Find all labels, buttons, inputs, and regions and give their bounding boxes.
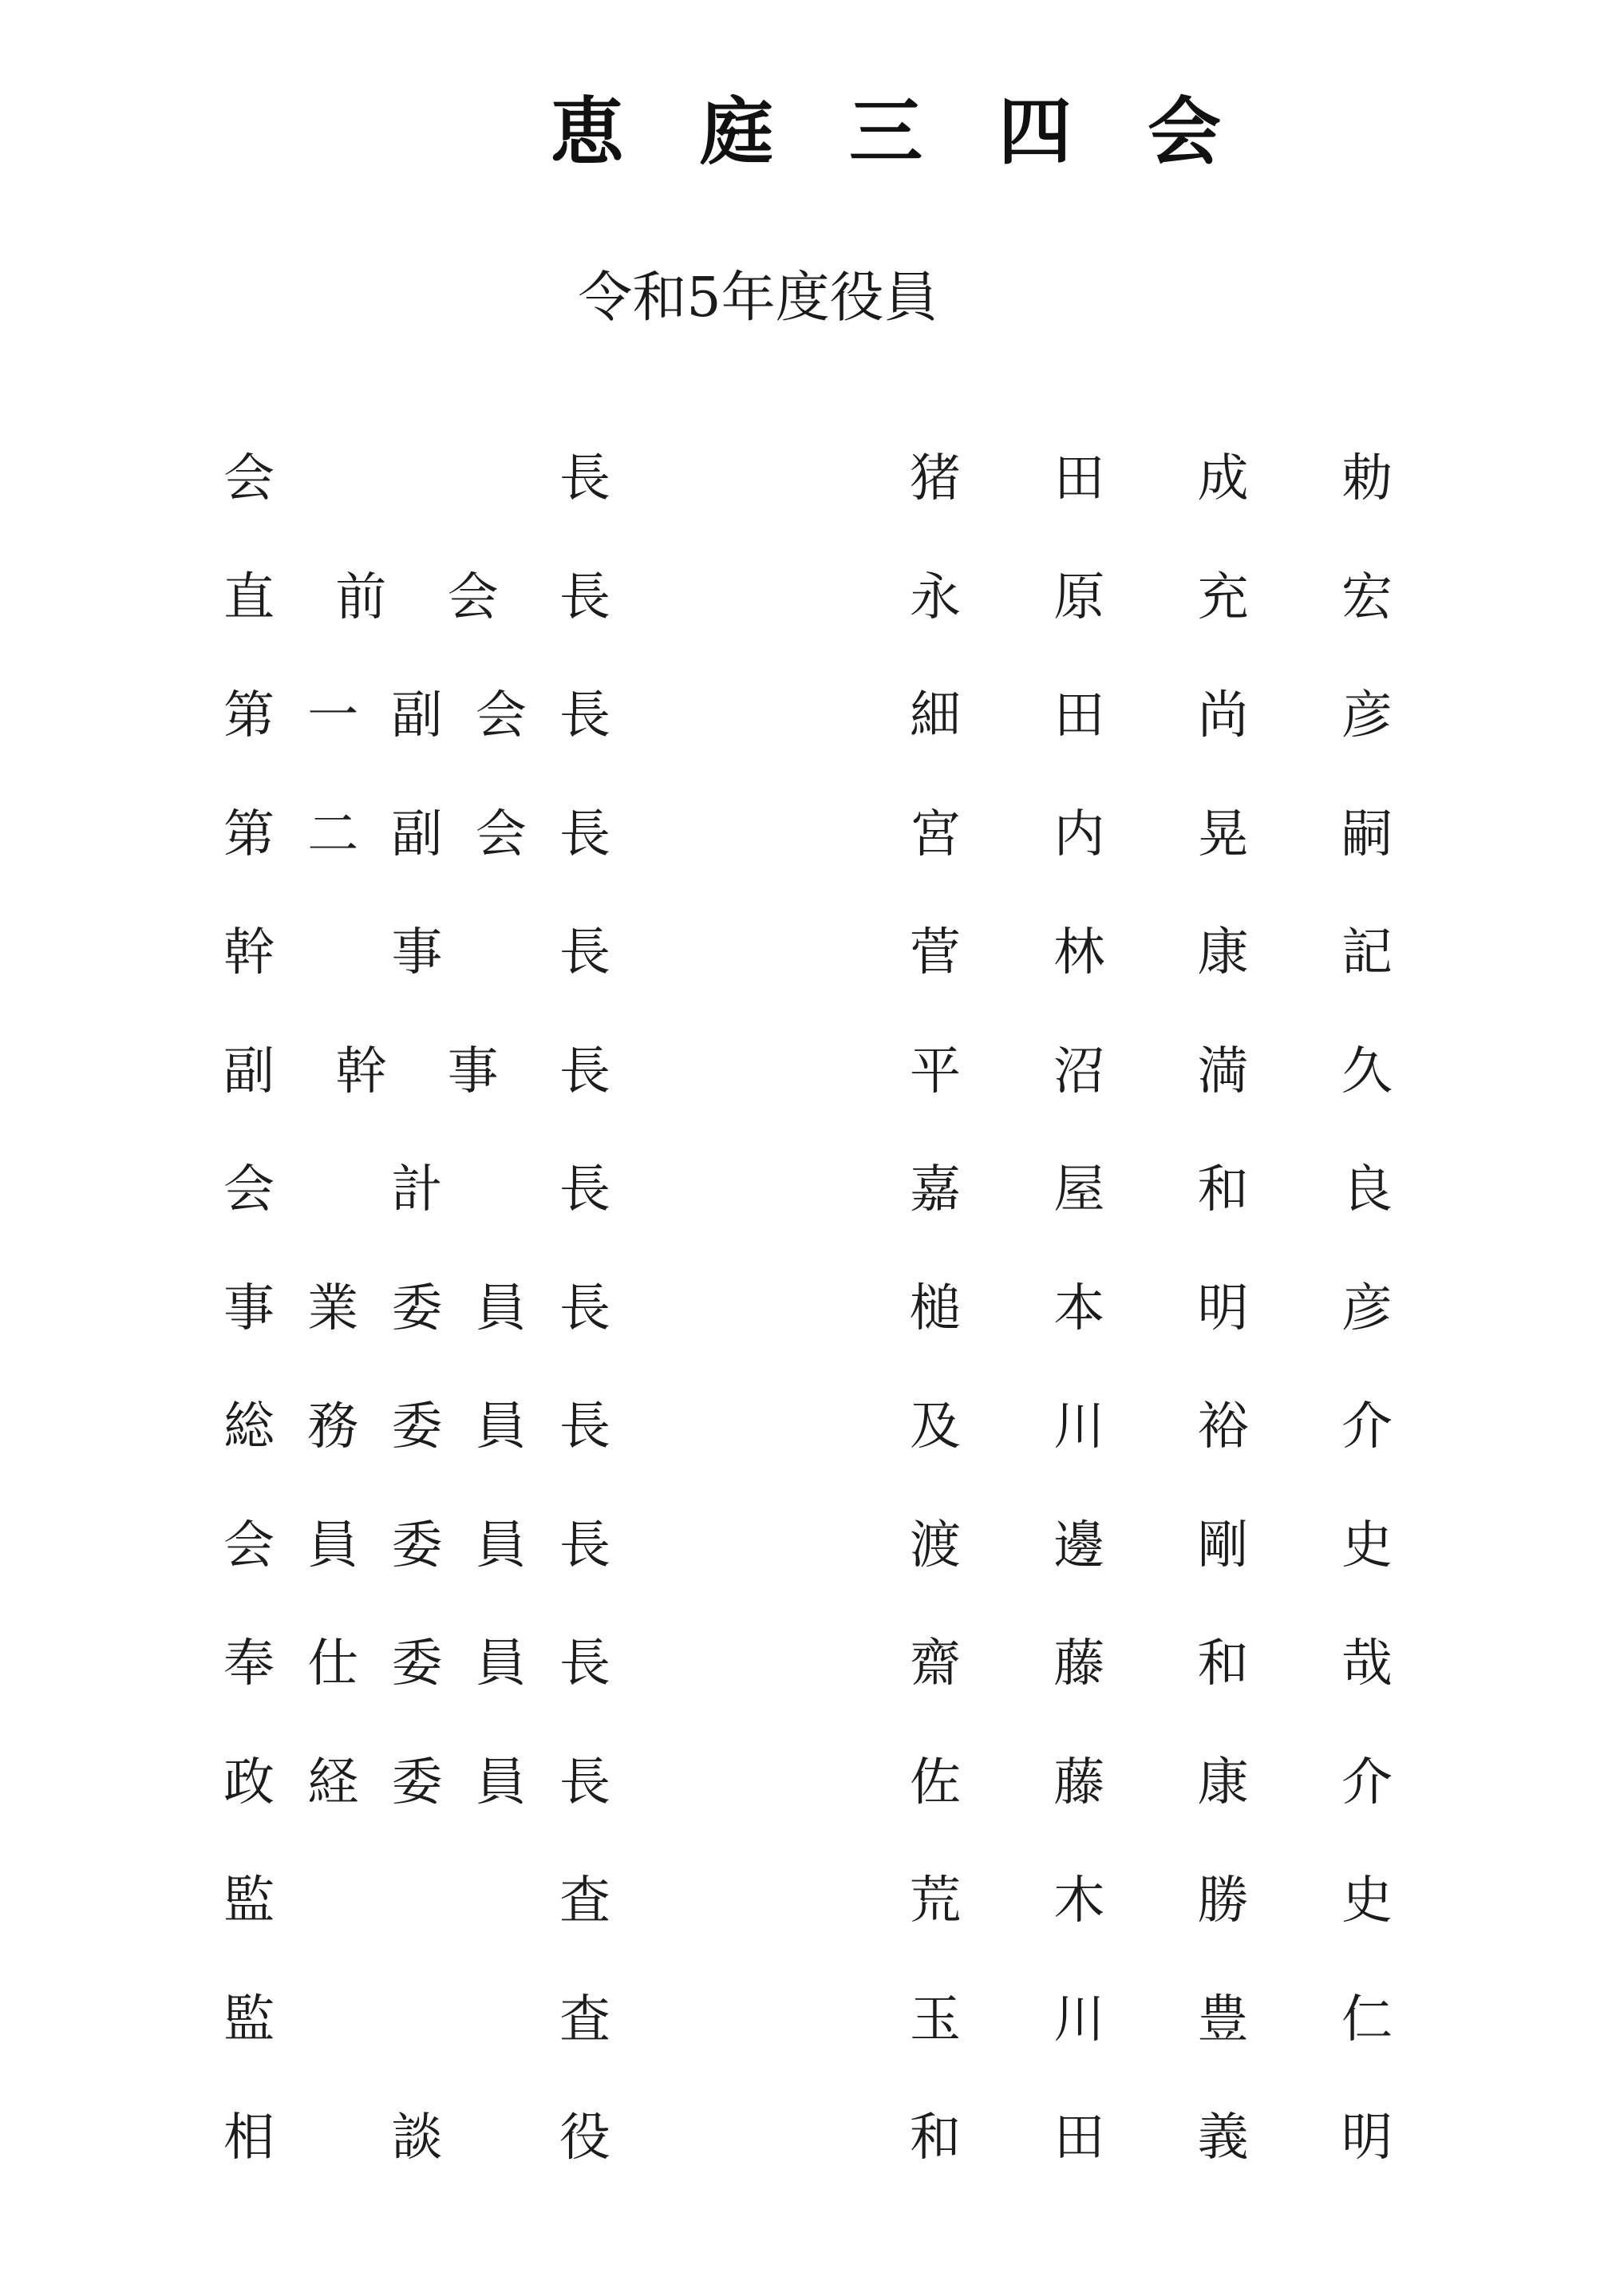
role-char: 会 — [223, 449, 275, 508]
name-char: 介 — [1341, 1397, 1393, 1456]
title-char: 会 — [1147, 89, 1221, 175]
name-char: 藤 — [1053, 1753, 1105, 1812]
role-char: 会 — [223, 1160, 275, 1219]
officer-name — [910, 1747, 1393, 1819]
officer-row — [223, 680, 1393, 799]
name-char: 康 — [1197, 1753, 1249, 1812]
role-char: 奉 — [223, 1634, 275, 1693]
name-char: 齋 — [910, 1634, 961, 1693]
role-char: 員 — [475, 1516, 527, 1575]
name-char: 嘉 — [910, 1160, 961, 1219]
role-char: 長 — [559, 1753, 610, 1812]
officer-roster — [223, 443, 1393, 2221]
officer-role — [223, 1628, 610, 1700]
name-char: 和 — [1197, 1634, 1249, 1693]
name-char: 本 — [1053, 1278, 1105, 1338]
role-char: 一 — [307, 686, 359, 745]
role-char: 前 — [335, 567, 387, 627]
role-char: 会 — [223, 1516, 275, 1575]
document-subtitle: 令和5年度役員 — [578, 267, 938, 330]
officer-role — [223, 1865, 610, 1937]
officer-row — [223, 562, 1393, 681]
role-char: 副 — [391, 804, 443, 864]
officer-row — [223, 1628, 1393, 1747]
name-char: 記 — [1341, 923, 1393, 982]
name-char: 槌 — [910, 1278, 961, 1338]
role-char: 第 — [223, 686, 275, 745]
name-char: 勅 — [1341, 449, 1393, 508]
name-char: 沼 — [1053, 1041, 1105, 1101]
name-char: 玉 — [910, 1990, 961, 2049]
role-char: 会 — [475, 686, 527, 745]
role-char: 直 — [223, 567, 275, 627]
officer-name — [910, 1865, 1393, 1937]
name-char: 川 — [1053, 1990, 1105, 2049]
name-char: 菅 — [910, 923, 961, 982]
name-char: 藤 — [1053, 1634, 1105, 1693]
role-char: 副 — [223, 1041, 275, 1101]
officer-name — [910, 917, 1393, 989]
role-char: 長 — [559, 1278, 610, 1338]
officer-row — [223, 799, 1393, 918]
role-char: 事 — [447, 1041, 499, 1101]
name-char: 和 — [910, 2108, 961, 2168]
officer-row — [223, 2102, 1393, 2221]
officer-name — [910, 562, 1393, 634]
officer-row — [223, 1984, 1393, 2103]
role-char: 二 — [307, 804, 359, 864]
officer-row — [223, 1036, 1393, 1155]
role-char: 政 — [223, 1753, 275, 1812]
name-char: 木 — [1053, 1871, 1105, 1930]
role-char: 長 — [559, 1160, 610, 1219]
name-char: 義 — [1197, 2108, 1249, 2168]
name-char: 充 — [1197, 567, 1249, 627]
role-char: 委 — [391, 1397, 443, 1456]
name-char: 宮 — [910, 804, 961, 864]
name-char: 田 — [1053, 686, 1105, 745]
officer-row — [223, 1865, 1393, 1984]
role-char: 査 — [559, 1990, 610, 2049]
role-char: 委 — [391, 1634, 443, 1693]
officer-role — [223, 562, 610, 634]
role-char: 長 — [559, 567, 610, 627]
role-char: 監 — [223, 1871, 275, 1930]
title-char: 恵 — [551, 89, 625, 175]
role-char: 長 — [559, 686, 610, 745]
name-char: 介 — [1341, 1753, 1393, 1812]
officer-role — [223, 1391, 610, 1463]
name-char: 田 — [1053, 449, 1105, 508]
officer-role — [223, 1273, 610, 1345]
role-char: 委 — [391, 1278, 443, 1338]
name-char: 田 — [1053, 2108, 1105, 2168]
role-char: 会 — [475, 804, 527, 864]
name-char: 裕 — [1197, 1397, 1249, 1456]
name-char: 彦 — [1341, 1278, 1393, 1338]
name-char: 仁 — [1341, 1990, 1393, 2049]
officer-role — [223, 1154, 610, 1226]
name-char: 林 — [1053, 923, 1105, 982]
name-char: 及 — [910, 1397, 961, 1456]
name-char: 勝 — [1197, 1871, 1249, 1930]
name-char: 満 — [1197, 1041, 1249, 1101]
officer-role — [223, 1747, 610, 1819]
name-char: 彦 — [1341, 686, 1393, 745]
role-char: 談 — [391, 2108, 443, 2168]
officer-name — [910, 1984, 1393, 2056]
officer-name — [910, 1391, 1393, 1463]
name-char: 永 — [910, 567, 961, 627]
role-char: 相 — [223, 2108, 275, 2168]
officer-row — [223, 1273, 1393, 1392]
role-char: 幹 — [335, 1041, 387, 1101]
officer-row — [223, 1391, 1393, 1510]
officer-role — [223, 1036, 610, 1108]
role-char: 経 — [307, 1753, 359, 1812]
officer-name — [910, 1273, 1393, 1345]
officer-name — [910, 1154, 1393, 1226]
role-char: 監 — [223, 1990, 275, 2049]
name-char: 和 — [1197, 1160, 1249, 1219]
name-char: 明 — [1197, 1278, 1249, 1338]
name-char: 豊 — [1197, 1990, 1249, 2049]
role-char: 委 — [391, 1753, 443, 1812]
role-char: 事 — [391, 923, 443, 982]
officer-role — [223, 1984, 610, 2056]
name-char: 原 — [1053, 567, 1105, 627]
role-char: 会 — [447, 567, 499, 627]
role-char: 員 — [475, 1753, 527, 1812]
name-char: 猪 — [910, 449, 961, 508]
name-char: 屋 — [1053, 1160, 1105, 1219]
name-char: 川 — [1053, 1397, 1105, 1456]
name-char: 細 — [910, 686, 961, 745]
name-char: 哉 — [1341, 1634, 1393, 1693]
officer-name — [910, 1510, 1393, 1582]
officer-role — [223, 917, 610, 989]
role-char: 長 — [559, 923, 610, 982]
officer-name — [910, 1036, 1393, 1108]
role-char: 長 — [559, 1516, 610, 1575]
name-char: 史 — [1341, 1516, 1393, 1575]
officer-row — [223, 443, 1393, 562]
officer-role — [223, 1510, 610, 1582]
officer-name — [910, 443, 1393, 515]
organization-title — [551, 80, 1221, 184]
name-char: 剛 — [1197, 1516, 1249, 1575]
role-char: 副 — [391, 686, 443, 745]
name-char: 宏 — [1341, 567, 1393, 627]
role-char: 務 — [307, 1397, 359, 1456]
name-char: 康 — [1197, 923, 1249, 982]
role-char: 長 — [559, 449, 610, 508]
role-char: 員 — [307, 1516, 359, 1575]
officer-name — [910, 2102, 1393, 2174]
name-char: 久 — [1341, 1041, 1393, 1101]
officer-role — [223, 799, 610, 871]
name-char: 晃 — [1197, 804, 1249, 864]
role-char: 計 — [391, 1160, 443, 1219]
role-char: 長 — [559, 804, 610, 864]
role-char: 委 — [391, 1516, 443, 1575]
role-char: 役 — [559, 2108, 610, 2168]
name-char: 史 — [1341, 1871, 1393, 1930]
name-char: 尚 — [1197, 686, 1249, 745]
name-char: 嗣 — [1341, 804, 1393, 864]
officer-role — [223, 2102, 610, 2174]
officer-row — [223, 917, 1393, 1036]
officer-row — [223, 1154, 1393, 1273]
name-char: 平 — [910, 1041, 961, 1101]
title-char: 四 — [998, 89, 1072, 175]
role-char: 事 — [223, 1278, 275, 1338]
role-char: 業 — [307, 1278, 359, 1338]
name-char: 成 — [1197, 449, 1249, 508]
role-char: 総 — [223, 1397, 275, 1456]
role-char: 長 — [559, 1397, 610, 1456]
officer-name — [910, 680, 1393, 752]
role-char: 員 — [475, 1278, 527, 1338]
role-char: 員 — [475, 1634, 527, 1693]
name-char: 内 — [1053, 804, 1105, 864]
name-char: 佐 — [910, 1753, 961, 1812]
officer-role — [223, 680, 610, 752]
name-char: 荒 — [910, 1871, 961, 1930]
title-char: 庭 — [699, 89, 773, 175]
name-char: 良 — [1341, 1160, 1393, 1219]
role-char: 仕 — [307, 1634, 359, 1693]
officer-name — [910, 1628, 1393, 1700]
role-char: 幹 — [223, 923, 275, 982]
officer-row — [223, 1510, 1393, 1629]
name-char: 明 — [1341, 2108, 1393, 2168]
officer-row — [223, 1747, 1393, 1866]
title-char: 三 — [848, 89, 922, 175]
name-char: 邊 — [1053, 1516, 1105, 1575]
role-char: 第 — [223, 804, 275, 864]
officer-name — [910, 799, 1393, 871]
role-char: 査 — [559, 1871, 610, 1930]
name-char: 渡 — [910, 1516, 961, 1575]
role-char: 長 — [559, 1634, 610, 1693]
role-char: 員 — [475, 1397, 527, 1456]
role-char: 長 — [559, 1041, 610, 1101]
officer-role — [223, 443, 610, 515]
